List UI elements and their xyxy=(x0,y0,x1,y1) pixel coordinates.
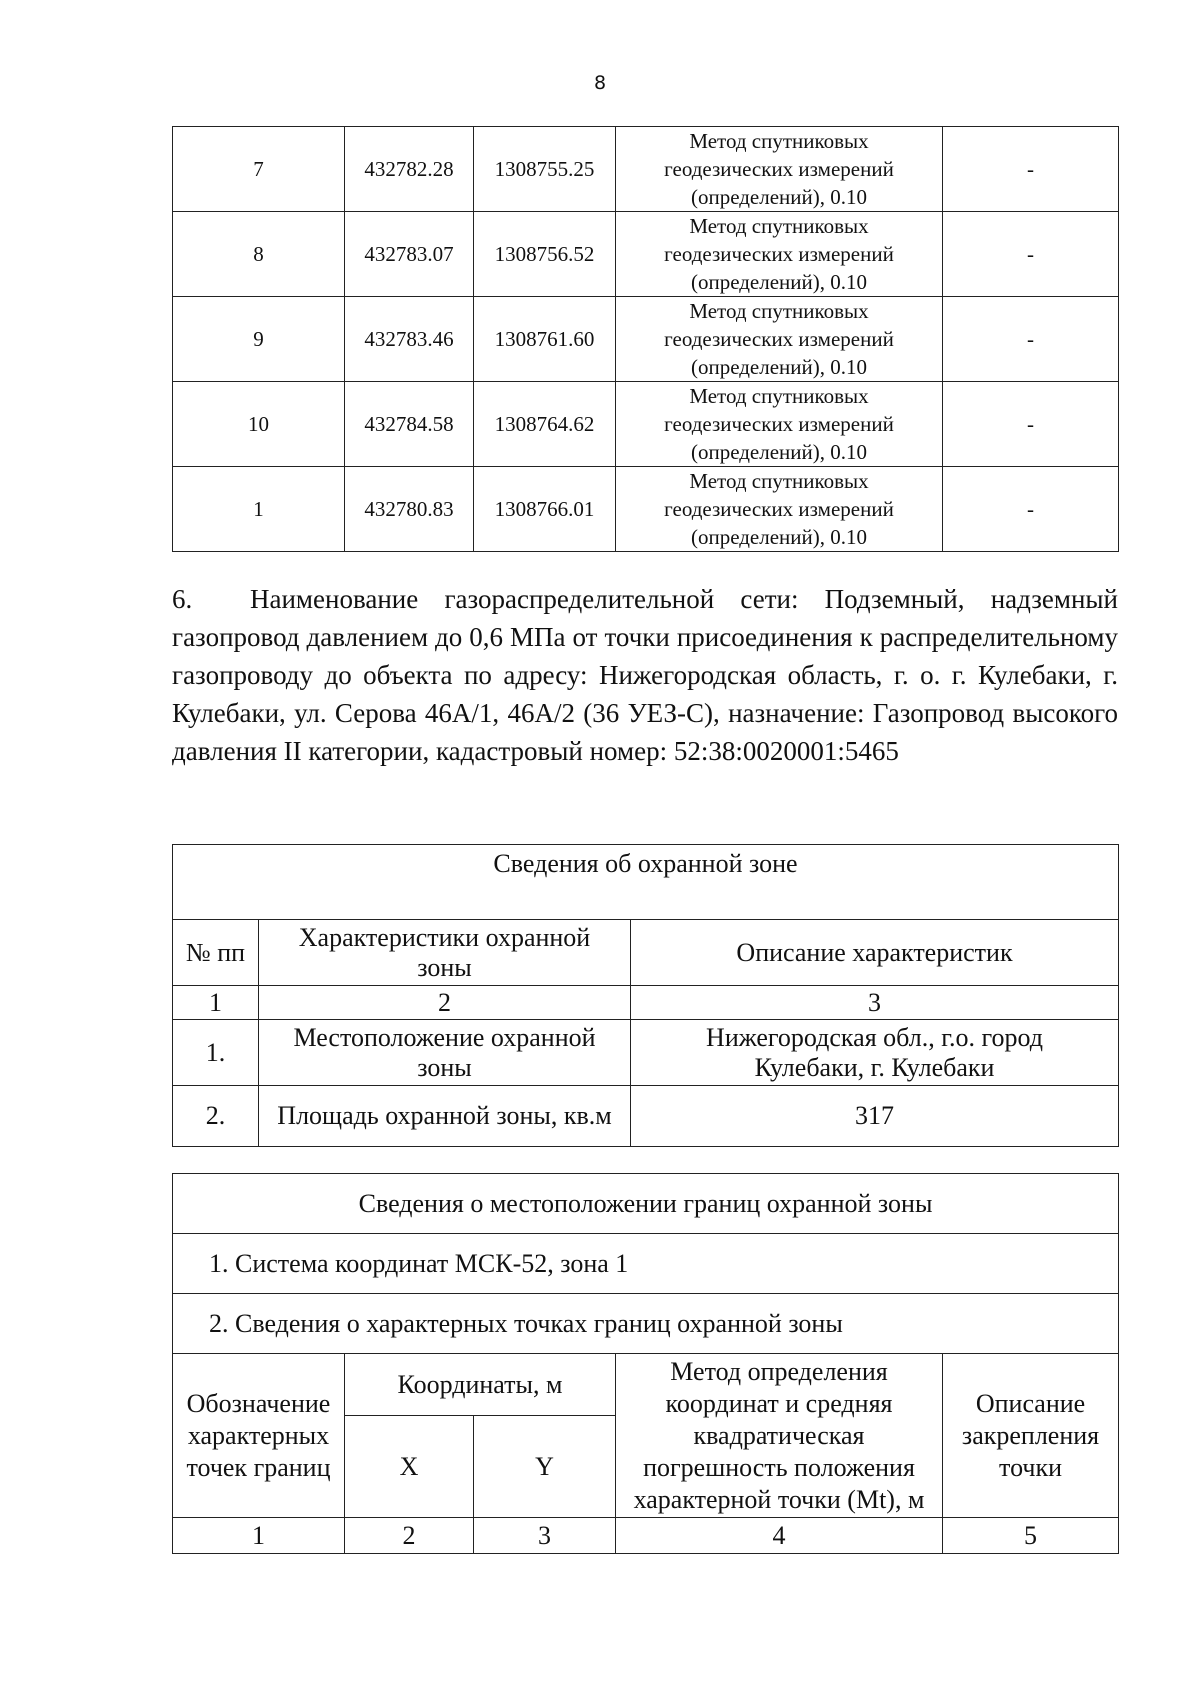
index-cell: 2 xyxy=(259,986,631,1020)
page-number: 8 xyxy=(593,72,607,94)
y-coordinate: 1308756.52 xyxy=(474,212,616,297)
zone-info-table xyxy=(172,844,1119,1147)
row-characteristic: Местоположение охранной зоны xyxy=(259,1020,631,1086)
coordinate-row xyxy=(173,127,1119,212)
y-coordinate: 1308761.60 xyxy=(474,297,616,382)
point-number: 1 xyxy=(173,467,345,552)
fixing-description: - xyxy=(943,382,1119,467)
point-number: 8 xyxy=(173,212,345,297)
header-method: Метод определения координат и средняя квадратическая погрешность положения характерной точки (Mt), м xyxy=(616,1354,943,1518)
row-characteristic: Площадь охранной зоны, кв.м xyxy=(259,1086,631,1147)
coordinates-table xyxy=(172,126,1119,552)
section-number: 6. xyxy=(172,584,193,614)
index-cell: 5 xyxy=(943,1518,1119,1554)
point-number: 9 xyxy=(173,297,345,382)
method: Метод спутниковых геодезических измерений (определений), 0.10 xyxy=(616,127,943,212)
fixing-description: - xyxy=(943,212,1119,297)
coordinate-row xyxy=(173,212,1119,297)
index-cell: 4 xyxy=(616,1518,943,1554)
index-cell: 3 xyxy=(474,1518,616,1554)
index-cell: 2 xyxy=(345,1518,474,1554)
method: Метод спутниковых геодезических измерений (определений), 0.10 xyxy=(616,212,943,297)
coordinate-row xyxy=(173,382,1119,467)
header-fixing-description: Описание закрепления точки xyxy=(943,1354,1119,1518)
section-6-paragraph xyxy=(172,580,1118,770)
header-num: № пп xyxy=(173,920,259,986)
method: Метод спутниковых геодезических измерений (определений), 0.10 xyxy=(616,382,943,467)
header-y: Y xyxy=(474,1416,616,1518)
index-cell: 3 xyxy=(631,986,1119,1020)
coordinate-system-line: 1. Система координат МСК-52, зона 1 xyxy=(173,1234,1119,1294)
point-number: 10 xyxy=(173,382,345,467)
index-cell: 1 xyxy=(173,1518,345,1554)
x-coordinate: 432783.46 xyxy=(345,297,474,382)
coordinate-row xyxy=(173,297,1119,382)
row-description: 317 xyxy=(631,1086,1119,1147)
points-info-line: 2. Сведения о характерных точках границ охранной зоны xyxy=(173,1294,1119,1354)
row-num: 2. xyxy=(173,1086,259,1147)
section-text: Наименование газораспределительной сети: Подземный, надземный газопровод давлением до 0,6 МПа от точки присоединения к распределительному газопроводу до объекта по адресу: Нижегородская область, г. о. г. Кулебаки, г. Кулебаки, ул. Серова 46А/1, 46А/2 (36 УЕЗ-С), назначение: Газопровод высокого давления II категории, кадастровый номер: 52:38:0020001:5465 xyxy=(172,584,1118,766)
coordinate-row xyxy=(173,467,1119,552)
x-coordinate: 432782.28 xyxy=(345,127,474,212)
header-coordinates: Координаты, м xyxy=(345,1354,616,1416)
fixing-description: - xyxy=(943,127,1119,212)
method: Метод спутниковых геодезических измерений (определений), 0.10 xyxy=(616,467,943,552)
x-coordinate: 432783.07 xyxy=(345,212,474,297)
header-x: X xyxy=(345,1416,474,1518)
y-coordinate: 1308755.25 xyxy=(474,127,616,212)
zone-table-caption: Сведения об охранной зоне xyxy=(173,845,1119,920)
boundary-table xyxy=(172,1173,1119,1554)
x-coordinate: 432780.83 xyxy=(345,467,474,552)
index-cell: 1 xyxy=(173,986,259,1020)
method: Метод спутниковых геодезических измерений (определений), 0.10 xyxy=(616,297,943,382)
fixing-description: - xyxy=(943,467,1119,552)
row-description: Нижегородская обл., г.о. город Кулебаки, г. Кулебаки xyxy=(631,1020,1119,1086)
row-num: 1. xyxy=(173,1020,259,1086)
y-coordinate: 1308764.62 xyxy=(474,382,616,467)
point-number: 7 xyxy=(173,127,345,212)
y-coordinate: 1308766.01 xyxy=(474,467,616,552)
header-characteristics: Характеристики охранной зоны xyxy=(259,920,631,986)
x-coordinate: 432784.58 xyxy=(345,382,474,467)
boundary-table-caption: Сведения о местоположении границ охранной зоны xyxy=(173,1174,1119,1234)
header-description: Описание характеристик xyxy=(631,920,1119,986)
header-designation: Обозначение характерных точек границ xyxy=(173,1354,345,1518)
fixing-description: - xyxy=(943,297,1119,382)
